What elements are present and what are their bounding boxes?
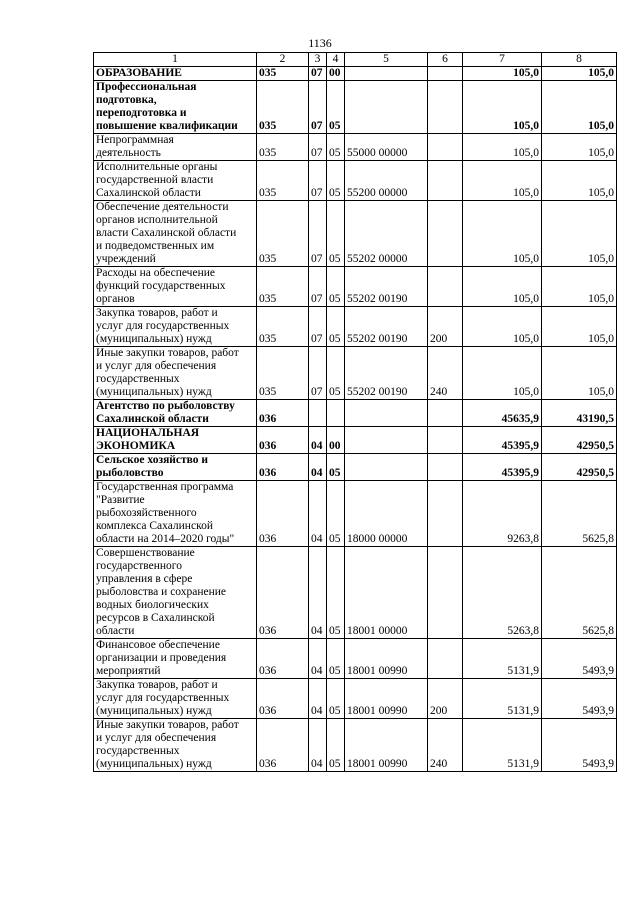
row-name-line: области: [96, 625, 135, 637]
section-code-cell: 07: [309, 134, 327, 161]
row-name-line: ОБРАЗОВАНИЕ: [96, 67, 182, 79]
amount-year1-cell: 105,0: [463, 307, 542, 347]
amount-year1-cell: 105,0: [463, 67, 542, 81]
ministry-code-cell: 035: [257, 81, 309, 134]
row-name-line: комплекса Сахалинской: [96, 520, 213, 532]
section-code-cell: 04: [309, 679, 327, 719]
row-name-cell: [94, 134, 257, 161]
row-name-cell: [94, 639, 257, 679]
amount-year2-cell: 5493,9: [542, 679, 617, 719]
target-article-cell: [345, 81, 428, 134]
header-cell: 7: [463, 53, 542, 67]
table-row: [94, 719, 617, 772]
table-body: [94, 67, 617, 772]
row-name-line: Сахалинской области: [96, 187, 201, 199]
amount-year2-cell: 5493,9: [542, 639, 617, 679]
section-code-cell: 04: [309, 547, 327, 639]
page-number: 1136: [308, 36, 332, 50]
section-code-cell: 04: [309, 427, 327, 454]
section-code-cell: 04: [309, 454, 327, 481]
expense-type-cell: [428, 161, 463, 201]
amount-year1-cell: 5263,8: [463, 547, 542, 639]
ministry-code-cell: 036: [257, 454, 309, 481]
row-name-cell: [94, 307, 257, 347]
expense-type-cell: 200: [428, 679, 463, 719]
header-cell: 8: [542, 53, 617, 67]
amount-year1-cell: 5131,9: [463, 719, 542, 772]
amount-year1-cell: 105,0: [463, 267, 542, 307]
amount-year2-cell: 105,0: [542, 161, 617, 201]
amount-year2-cell: 42950,5: [542, 454, 617, 481]
ministry-code-cell: 035: [257, 347, 309, 400]
subsection-code-cell: 05: [327, 267, 345, 307]
amount-year2-cell: 105,0: [542, 307, 617, 347]
row-name-line: Совершенствование: [96, 547, 195, 559]
row-name-line: переподготовка и: [96, 107, 187, 119]
row-name-line: управления в сфере: [96, 573, 193, 585]
row-name-cell: [94, 719, 257, 772]
subsection-code-cell: 05: [327, 719, 345, 772]
row-name-line: повышение квалификации: [96, 120, 238, 132]
expense-type-cell: [428, 639, 463, 679]
row-name-line: и услуг для обеспечения: [96, 360, 217, 372]
row-name-line: государственной власти: [96, 174, 214, 186]
amount-year1-cell: 45395,9: [463, 454, 542, 481]
target-article-cell: 55202 00190: [345, 347, 428, 400]
ministry-code-cell: 035: [257, 307, 309, 347]
target-article-cell: 55000 00000: [345, 134, 428, 161]
row-name-line: деятельность: [96, 147, 161, 159]
target-article-cell: 55202 00190: [345, 267, 428, 307]
expense-type-cell: 200: [428, 307, 463, 347]
subsection-code-cell: 05: [327, 307, 345, 347]
section-code-cell: [309, 400, 327, 427]
subsection-code-cell: 05: [327, 639, 345, 679]
row-name-line: органов: [96, 293, 135, 305]
row-name-line: "Развитие: [96, 494, 145, 506]
row-name-line: рыбохозяйственного: [96, 507, 197, 519]
table-row: [94, 454, 617, 481]
table-row: [94, 639, 617, 679]
amount-year1-cell: 45395,9: [463, 427, 542, 454]
row-name-line: Агентство по рыболовству: [96, 400, 235, 412]
row-name-line: Исполнительные органы: [96, 161, 218, 173]
row-name-line: рыболовства и сохранение: [96, 586, 227, 598]
table-row: [94, 400, 617, 427]
subsection-code-cell: 05: [327, 347, 345, 400]
amount-year2-cell: 5625,8: [542, 481, 617, 547]
row-name-line: власти Сахалинской области: [96, 227, 237, 239]
table-row: [94, 67, 617, 81]
target-article-cell: 18000 00000: [345, 481, 428, 547]
subsection-code-cell: 05: [327, 679, 345, 719]
target-article-cell: 55200 00000: [345, 161, 428, 201]
row-name-line: Сельское хозяйство и: [96, 454, 209, 466]
header-cell: 3: [309, 53, 327, 67]
amount-year2-cell: 105,0: [542, 81, 617, 134]
section-code-cell: 07: [309, 67, 327, 81]
expense-type-cell: [428, 81, 463, 134]
header-cell: 4: [327, 53, 345, 67]
table-row: [94, 679, 617, 719]
row-name-cell: [94, 481, 257, 547]
subsection-code-cell: 05: [327, 161, 345, 201]
header-cell: 5: [345, 53, 428, 67]
row-name-line: Закупка товаров, работ и: [96, 679, 218, 691]
header-cell: 6: [428, 53, 463, 67]
row-name-line: Профессиональная: [96, 81, 197, 93]
row-name-line: области на 2014–2020 годы": [96, 533, 235, 545]
row-name-line: Иные закупки товаров, работ: [96, 719, 239, 731]
ministry-code-cell: 036: [257, 679, 309, 719]
header-cell: 1: [94, 53, 257, 67]
section-code-cell: 07: [309, 161, 327, 201]
ministry-code-cell: 036: [257, 481, 309, 547]
row-name-cell: [94, 400, 257, 427]
amount-year1-cell: 105,0: [463, 161, 542, 201]
amount-year2-cell: 105,0: [542, 347, 617, 400]
row-name-line: Финансовое обеспечение: [96, 639, 220, 651]
target-article-cell: [345, 400, 428, 427]
amount-year1-cell: 105,0: [463, 81, 542, 134]
target-article-cell: 55202 00000: [345, 201, 428, 267]
target-article-cell: 18001 00000: [345, 547, 428, 639]
expense-type-cell: [428, 400, 463, 427]
amount-year1-cell: 9263,8: [463, 481, 542, 547]
amount-year2-cell: 43190,5: [542, 400, 617, 427]
amount-year1-cell: 105,0: [463, 347, 542, 400]
target-article-cell: [345, 67, 428, 81]
row-name-line: и услуг для обеспечения: [96, 732, 217, 744]
amount-year2-cell: 5493,9: [542, 719, 617, 772]
row-name-line: государственных: [96, 373, 180, 385]
row-name-line: услуг для государственных: [96, 692, 230, 704]
target-article-cell: 55202 00190: [345, 307, 428, 347]
subsection-code-cell: 05: [327, 481, 345, 547]
row-name-line: НАЦИОНАЛЬНАЯ: [96, 427, 200, 439]
row-name-line: учреждений: [96, 253, 156, 265]
row-name-cell: [94, 267, 257, 307]
ministry-code-cell: 035: [257, 267, 309, 307]
expense-type-cell: [428, 267, 463, 307]
expense-type-cell: [428, 67, 463, 81]
subsection-code-cell: 05: [327, 81, 345, 134]
row-name-line: водных биологических: [96, 599, 209, 611]
header-cell: 2: [257, 53, 309, 67]
header-row: [94, 53, 617, 67]
budget-table: [93, 52, 617, 772]
subsection-code-cell: 05: [327, 547, 345, 639]
target-article-cell: 18001 00990: [345, 719, 428, 772]
row-name-line: Закупка товаров, работ и: [96, 307, 218, 319]
expense-type-cell: [428, 547, 463, 639]
ministry-code-cell: 036: [257, 719, 309, 772]
expense-type-cell: 240: [428, 719, 463, 772]
row-name-line: мероприятий: [96, 665, 161, 677]
row-name-line: органов исполнительной: [96, 214, 218, 226]
ministry-code-cell: 036: [257, 639, 309, 679]
amount-year2-cell: 5625,8: [542, 547, 617, 639]
expense-type-cell: [428, 481, 463, 547]
row-name-line: подготовка,: [96, 94, 157, 106]
section-code-cell: 07: [309, 347, 327, 400]
section-code-cell: 04: [309, 639, 327, 679]
amount-year1-cell: 5131,9: [463, 639, 542, 679]
row-name-cell: [94, 201, 257, 267]
amount-year2-cell: 105,0: [542, 267, 617, 307]
target-article-cell: [345, 427, 428, 454]
ministry-code-cell: 035: [257, 201, 309, 267]
row-name-cell: [94, 454, 257, 481]
expense-type-cell: [428, 454, 463, 481]
table-row: [94, 347, 617, 400]
subsection-code-cell: 05: [327, 454, 345, 481]
table-row: [94, 547, 617, 639]
amount-year1-cell: 45635,9: [463, 400, 542, 427]
ministry-code-cell: 036: [257, 400, 309, 427]
section-code-cell: 07: [309, 201, 327, 267]
row-name-line: организации и проведения: [96, 652, 227, 664]
amount-year2-cell: 105,0: [542, 134, 617, 161]
table-row: [94, 134, 617, 161]
expense-type-cell: [428, 134, 463, 161]
row-name-line: (муниципальных) нужд: [96, 758, 212, 770]
table-row: [94, 201, 617, 267]
row-name-cell: [94, 347, 257, 400]
row-name-line: (муниципальных) нужд: [96, 386, 212, 398]
row-name-line: Расходы на обеспечение: [96, 267, 215, 279]
section-code-cell: 04: [309, 719, 327, 772]
row-name-line: государственных: [96, 745, 180, 757]
row-name-line: Непрограммная: [96, 134, 174, 146]
row-name-line: (муниципальных) нужд: [96, 705, 212, 717]
section-code-cell: 07: [309, 81, 327, 134]
amount-year2-cell: 105,0: [542, 67, 617, 81]
row-name-line: функций государственных: [96, 280, 226, 292]
row-name-line: Сахалинской области: [96, 413, 209, 425]
row-name-line: государственного: [96, 560, 182, 572]
subsection-code-cell: 00: [327, 427, 345, 454]
table-row: [94, 161, 617, 201]
expense-type-cell: [428, 427, 463, 454]
row-name-line: Обеспечение деятельности: [96, 201, 229, 213]
section-code-cell: 07: [309, 267, 327, 307]
expense-type-cell: 240: [428, 347, 463, 400]
row-name-cell: [94, 427, 257, 454]
row-name-cell: [94, 67, 257, 81]
row-name-cell: [94, 81, 257, 134]
subsection-code-cell: 00: [327, 67, 345, 81]
subsection-code-cell: [327, 400, 345, 427]
row-name-line: ресурсов в Сахалинской: [96, 612, 215, 624]
table-row: [94, 307, 617, 347]
row-name-cell: [94, 679, 257, 719]
table-row: [94, 81, 617, 134]
row-name-cell: [94, 547, 257, 639]
subsection-code-cell: 05: [327, 201, 345, 267]
table-row: [94, 427, 617, 454]
row-name-cell: [94, 161, 257, 201]
section-code-cell: 04: [309, 481, 327, 547]
amount-year1-cell: 105,0: [463, 134, 542, 161]
ministry-code-cell: 036: [257, 547, 309, 639]
target-article-cell: 18001 00990: [345, 679, 428, 719]
subsection-code-cell: 05: [327, 134, 345, 161]
ministry-code-cell: 035: [257, 134, 309, 161]
amount-year1-cell: 105,0: [463, 201, 542, 267]
row-name-line: Государственная программа: [96, 481, 234, 493]
table-row: [94, 267, 617, 307]
row-name-line: и подведомственных им: [96, 240, 215, 252]
target-article-cell: [345, 454, 428, 481]
ministry-code-cell: 035: [257, 161, 309, 201]
expense-type-cell: [428, 201, 463, 267]
target-article-cell: 18001 00990: [345, 639, 428, 679]
ministry-code-cell: 036: [257, 427, 309, 454]
table-row: [94, 481, 617, 547]
section-code-cell: 07: [309, 307, 327, 347]
ministry-code-cell: 035: [257, 67, 309, 81]
row-name-line: услуг для государственных: [96, 320, 230, 332]
row-name-line: (муниципальных) нужд: [96, 333, 212, 345]
amount-year2-cell: 42950,5: [542, 427, 617, 454]
amount-year2-cell: 105,0: [542, 201, 617, 267]
amount-year1-cell: 5131,9: [463, 679, 542, 719]
row-name-line: ЭКОНОМИКА: [96, 440, 176, 452]
row-name-line: Иные закупки товаров, работ: [96, 347, 239, 359]
row-name-line: рыболовство: [96, 467, 164, 479]
